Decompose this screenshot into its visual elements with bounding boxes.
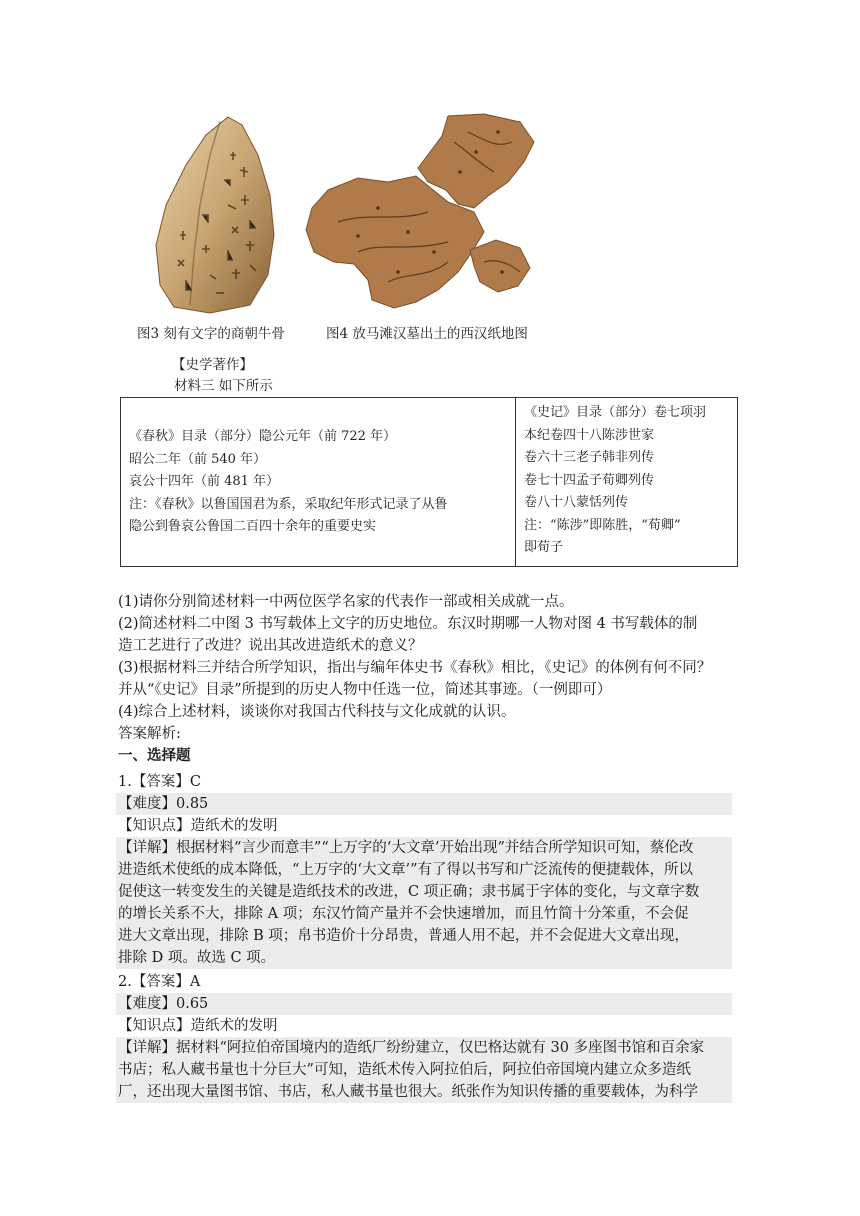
shiji-line: 即荀子 bbox=[524, 540, 564, 555]
shiji-line: 卷六十三老子韩非列传 bbox=[524, 450, 655, 465]
detail-line: 的增长关系不大，排除 A 项；东汉竹简产量并不会快速增加，而且竹简十分笨重，不会促 bbox=[118, 906, 689, 922]
question-line: (4)综合上述材料，谈谈你对我国古代科技与文化成就的认识。 bbox=[118, 704, 516, 720]
shiji-line: 卷七十四孟子荀卿列传 bbox=[524, 472, 655, 488]
detail-line: 排除 D 项。故选 C 项。 bbox=[118, 950, 276, 966]
chunqiu-line: 《春秋》目录（部分）隐公元年（前 722 年） bbox=[129, 429, 397, 444]
difficulty-label: 【难度】0.65 bbox=[118, 996, 209, 1012]
shiji-cell bbox=[516, 398, 738, 567]
chunqiu-line: 隐公到鲁哀公鲁国二百四十余年的重要史实 bbox=[129, 519, 377, 534]
detail-line: 进造纸术使纸的成本降低，“上万字的‘大文章’”有了得以书写和广泛流传的便捷载体，所以 bbox=[118, 862, 694, 878]
question-line: (1)请你分别简述材料一中两位医学名家的代表作一部或相关成就一点。 bbox=[118, 594, 574, 610]
detail-line: 进大文章出现，排除 B 项；帛书造价十分昂贵，普通人用不起，并不会促进大文章出现， bbox=[118, 928, 689, 944]
figure-3-caption: 图3 刻有文字的商朝牛骨 bbox=[137, 326, 285, 342]
chunqiu-cell bbox=[121, 398, 516, 567]
chunqiu-line: 哀公十四年（前 481 年） bbox=[129, 474, 280, 489]
knowledge-point: 【知识点】造纸术的发明 bbox=[118, 818, 278, 834]
shiji-line: 卷八十八蒙恬列传 bbox=[524, 495, 629, 510]
shiji-line: 《史记》目录（部分）卷七项羽 bbox=[524, 405, 707, 420]
chunqiu-line: 昭公二年（前 540 年） bbox=[129, 451, 267, 467]
question-line: 造工艺进行了改进？说出其改进造纸术的意义？ bbox=[118, 638, 423, 654]
question-line: (2)简述材料二中图 3 书写载体上文字的历史地位。东汉时期哪一人物对图 4 书写载体的制 bbox=[118, 616, 698, 632]
difficulty-label: 【难度】0.85 bbox=[118, 796, 209, 812]
detail-line: 【详解】据材料“阿拉伯帝国境内的造纸厂纷纷建立，仅巴格达就有 30 多座图书馆和百余家 bbox=[118, 1040, 705, 1056]
material-3-table bbox=[120, 397, 738, 567]
question-line: 并从“《史记》目录”所提到的历史人物中任选一位，简述其事迹。（一例即可） bbox=[118, 682, 612, 698]
detail-line: 促使这一转变发生的关键是造纸技术的改进，C 项正确；隶书属于字体的变化，与文章字数 bbox=[118, 884, 700, 900]
answer-label: 1.【答案】C bbox=[118, 774, 201, 790]
shiji-line: 本纪卷四十八陈涉世家 bbox=[524, 427, 655, 443]
answer-label: 2.【答案】A bbox=[118, 974, 201, 990]
section-heading: 一、选择题 bbox=[118, 747, 191, 764]
detail-line: 厂，还出现大量图书馆、书店，私人藏书量也很大。纸张作为知识传播的重要载体，为科学 bbox=[118, 1084, 698, 1100]
chunqiu-line: 注：《春秋》以鲁国国君为系，采取纪年形式记录了从鲁 bbox=[129, 496, 448, 512]
material-3-intro: 材料三 如下所示 bbox=[174, 378, 273, 394]
detail-line: 书店；私人藏书量也十分巨大”可知，造纸术传入阿拉伯后，阿拉伯帝国境内建立众多造纸 bbox=[118, 1062, 691, 1078]
answer-analysis-heading: 答案解析: bbox=[118, 726, 181, 742]
question-line: (3)根据材料三并结合所学知识，指出与编年体史书《春秋》相比，《史记》的体例有何不同？ bbox=[118, 660, 712, 676]
shiji-line: 注：“陈涉”即陈胜，“荀卿” bbox=[524, 517, 681, 533]
oracle-bone-image bbox=[150, 115, 280, 315]
paper-map-image bbox=[298, 112, 538, 312]
detail-line: 【详解】根据材料“言少而意丰”“上万字的‘大文章’开始出现”并结合所学知识可知，蔡伦改 bbox=[118, 840, 694, 856]
history-works-heading: 【史学著作】 bbox=[172, 357, 253, 373]
figure-4-caption: 图4 放马滩汉墓出土的西汉纸地图 bbox=[326, 326, 528, 342]
knowledge-point: 【知识点】造纸术的发明 bbox=[118, 1018, 278, 1034]
